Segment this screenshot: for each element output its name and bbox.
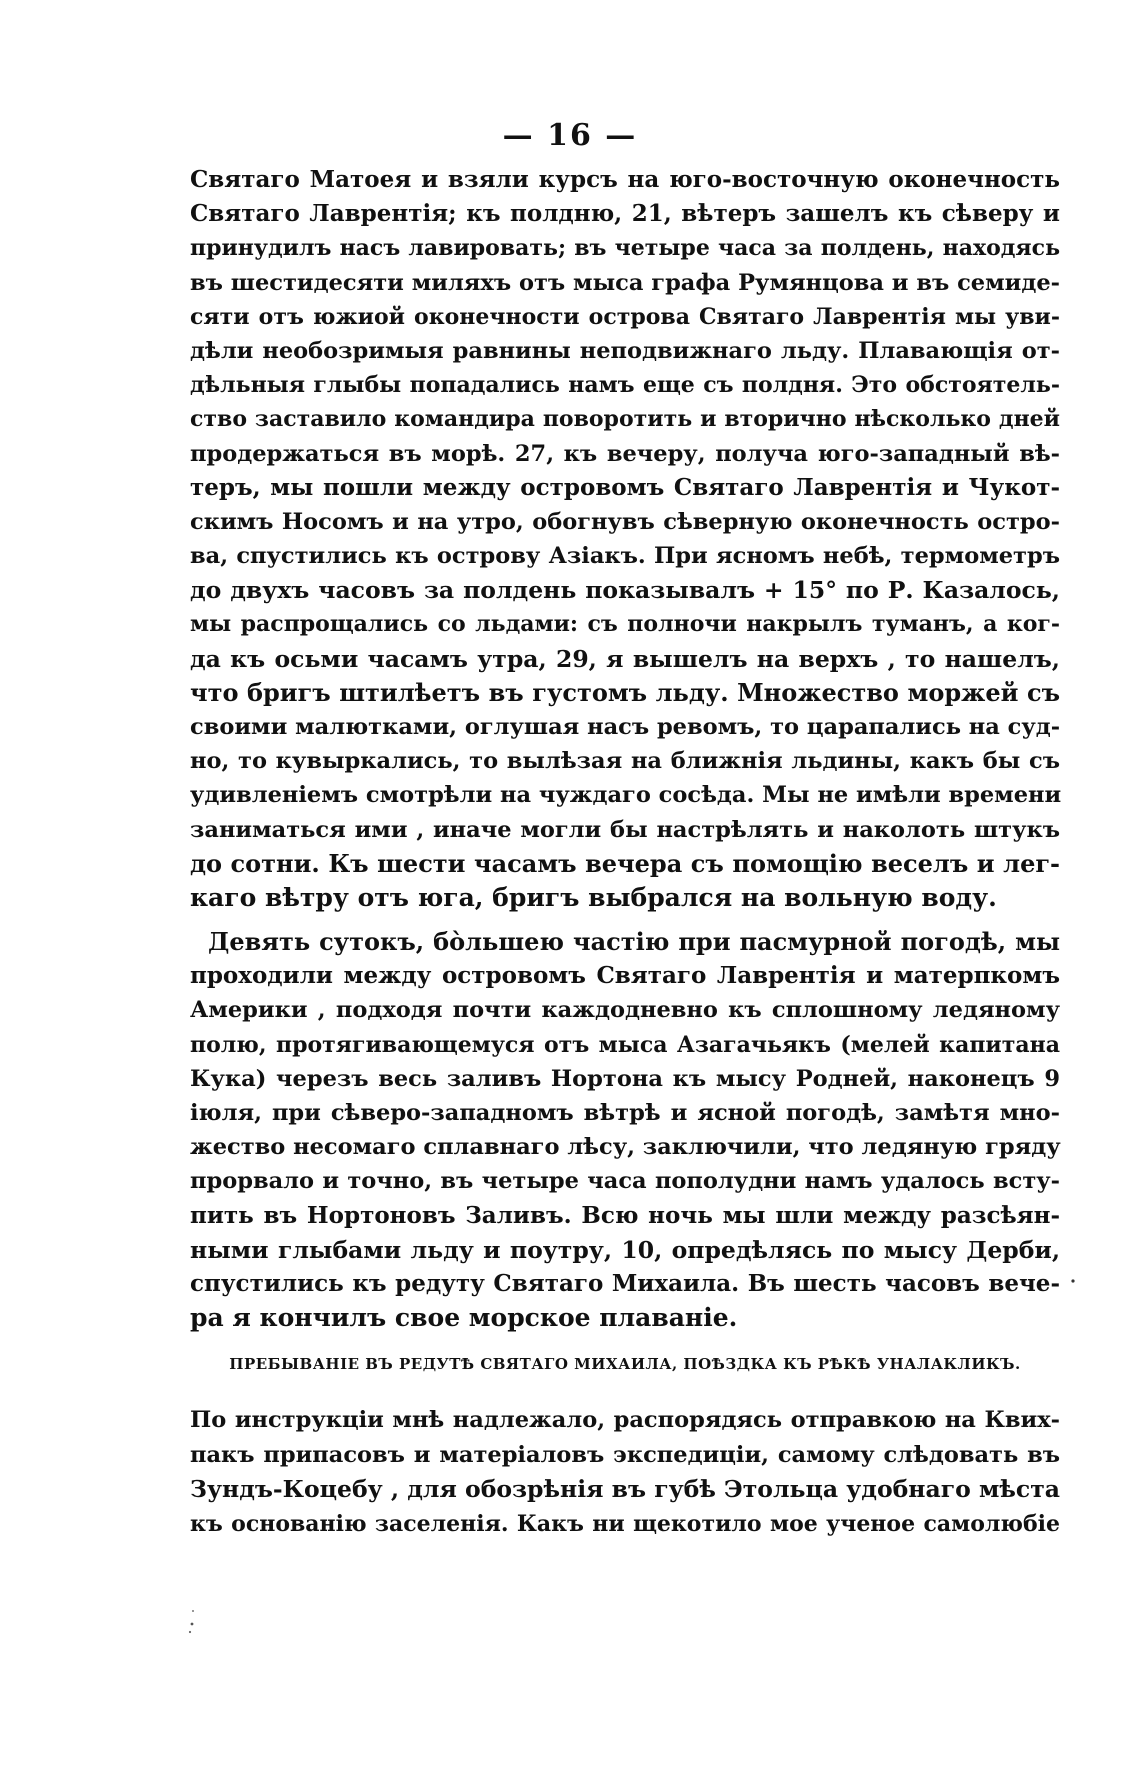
- scan-speck: [189, 1631, 191, 1633]
- paragraph-2: [190, 925, 1060, 1335]
- scan-speck: [1071, 1279, 1074, 1282]
- text-line: дѣли необозримыя равнины неподвижнаго льду. Плавающія от-: [190, 337, 1060, 364]
- text-line: до сотни. Къ шести часамъ вечера съ помощію веселъ и лег-: [190, 848, 1060, 878]
- text-line: заниматься ими , иначе могли бы настрѣлять и наколоть штукъ: [190, 816, 1060, 843]
- text-line: каго вѣтру отъ юга, бригъ выбрался на вольную воду.: [190, 882, 997, 912]
- text-line: удивленіемъ смотрѣли на чуждаго сосѣда. Мы не имѣли времени: [190, 782, 1062, 809]
- text-line: къ основанію заселенія. Какъ ни щекотило мое ученое самолюбіе: [190, 1510, 1060, 1537]
- text-line: спустились къ редуту Святаго Михаила. Въ шесть часовъ вече-: [190, 1269, 1060, 1297]
- text-line: въ шестидесяти миляхъ отъ мыса графа Румянцова и въ семиде-: [190, 269, 1060, 296]
- section-heading: ПРЕБЫВАНІЕ ВЪ РЕДУТѢ СВЯТАГО МИХАИЛА, ПОѢЗДКА КЪ РѢКѢ УНАЛАКЛИКЪ.: [229, 1355, 1021, 1373]
- text-line: до двухъ часовъ за полдень показывалъ + 15° по Р. Казалось,: [190, 576, 1060, 605]
- text-line: сяти отъ южиой оконечности острова Святаго Лаврентія мы уви-: [190, 303, 1060, 330]
- text-line: жество несомаго сплавнаго лѣсу, заключили, что ледяную гряду: [190, 1134, 1061, 1161]
- text-line: ра я кончилъ свое морское плаваніе.: [190, 1303, 738, 1333]
- text-line: но, то кувыркались, то вылѣзая на ближнія льдины, какъ бы съ: [190, 748, 1060, 775]
- text-line: Америки , подходя почти каждодневно къ сплошному ледяному: [190, 997, 1060, 1024]
- text-line: іюля, при сѣверо-западномъ вѣтрѣ и ясной погодѣ, замѣтя мно-: [190, 1099, 1060, 1126]
- scan-speck: [191, 1623, 194, 1626]
- text-line: ными глыбами льду и поутру, 10, опредѣлясь по мысу Дерби,: [190, 1235, 1060, 1264]
- text-line: мы распрощались со льдами: съ полночи накрылъ туманъ, а ког-: [190, 611, 1060, 638]
- text-line: Святаго Лаврентія; къ полдню, 21, вѣтеръ зашелъ къ сѣверу и: [190, 200, 1060, 228]
- text-line: ва, спустились къ острову Азіакъ. При ясномъ небѣ, термометръ: [190, 543, 1060, 570]
- text-line: дѣльныя глыбы попадались намъ еще съ полдня. Это обстоятель-: [190, 372, 1060, 399]
- text-line: что бригъ штилѣетъ въ густомъ льду. Множество моржей съ: [190, 677, 1060, 707]
- text-line: продержаться въ морѣ. 27, къ вечеру, получа юго-западный вѣ-: [190, 440, 1060, 467]
- text-line: пить въ Нортоновъ Заливъ. Всю ночь мы шли между разсѣян-: [190, 1201, 1060, 1229]
- text-line: принудилъ насъ лавировать; въ четыре часа за полдень, находясь: [190, 235, 1060, 262]
- text-line: скимъ Носомъ и на утро, обогнувъ сѣверную оконечность остро-: [190, 508, 1060, 535]
- text-line: теръ, мы пошли между островомъ Святаго Лаврентія и Чукот-: [190, 473, 1060, 501]
- text-line: да къ осьми часамъ утра, 29, я вышелъ на верхъ , то нашелъ,: [190, 644, 1060, 673]
- text-line: пакъ припасовъ и матеріаловъ экспедиціи, самому слѣдовать въ: [190, 1441, 1060, 1468]
- text-line: своими малютками, оглушая насъ ревомъ, то царапались на суд-: [190, 714, 1061, 740]
- text-line: Девять сутокъ, бо̀льшею частію при пасмурной погодѣ, мы: [208, 927, 1060, 956]
- text-line: полю, протягивающемуся отъ мыса Азагачьякъ (мелей капитана: [190, 1031, 1060, 1058]
- text-line: проходили между островомъ Святаго Лаврентія и матерпкомъ: [190, 962, 1060, 990]
- paragraph-1: [190, 163, 1060, 915]
- text-line: ство заставило командира поворотить и вторично нѣсколько дней: [190, 406, 1060, 433]
- page-number: — 16 —: [502, 118, 638, 153]
- text-line: Зундъ-Коцебу , для обозрѣнія въ губѣ Этольца удобнаго мѣста: [190, 1475, 1061, 1503]
- text-line: Кука) черезъ весь заливъ Нортона къ мысу Родней, наконецъ 9: [190, 1065, 1060, 1092]
- text-line: Святаго Матоея и взяли курсъ на юго-восточную оконечность: [190, 166, 1060, 193]
- text-line: По инструкціи мнѣ надлежало, распорядясь отправкою на Квих-: [190, 1407, 1060, 1433]
- scan-speck: [192, 1610, 194, 1612]
- text-line: прорвало и точно, въ четыре часа пополудни намъ удалось всту-: [190, 1168, 1060, 1195]
- paragraph-3: [190, 1403, 1060, 1541]
